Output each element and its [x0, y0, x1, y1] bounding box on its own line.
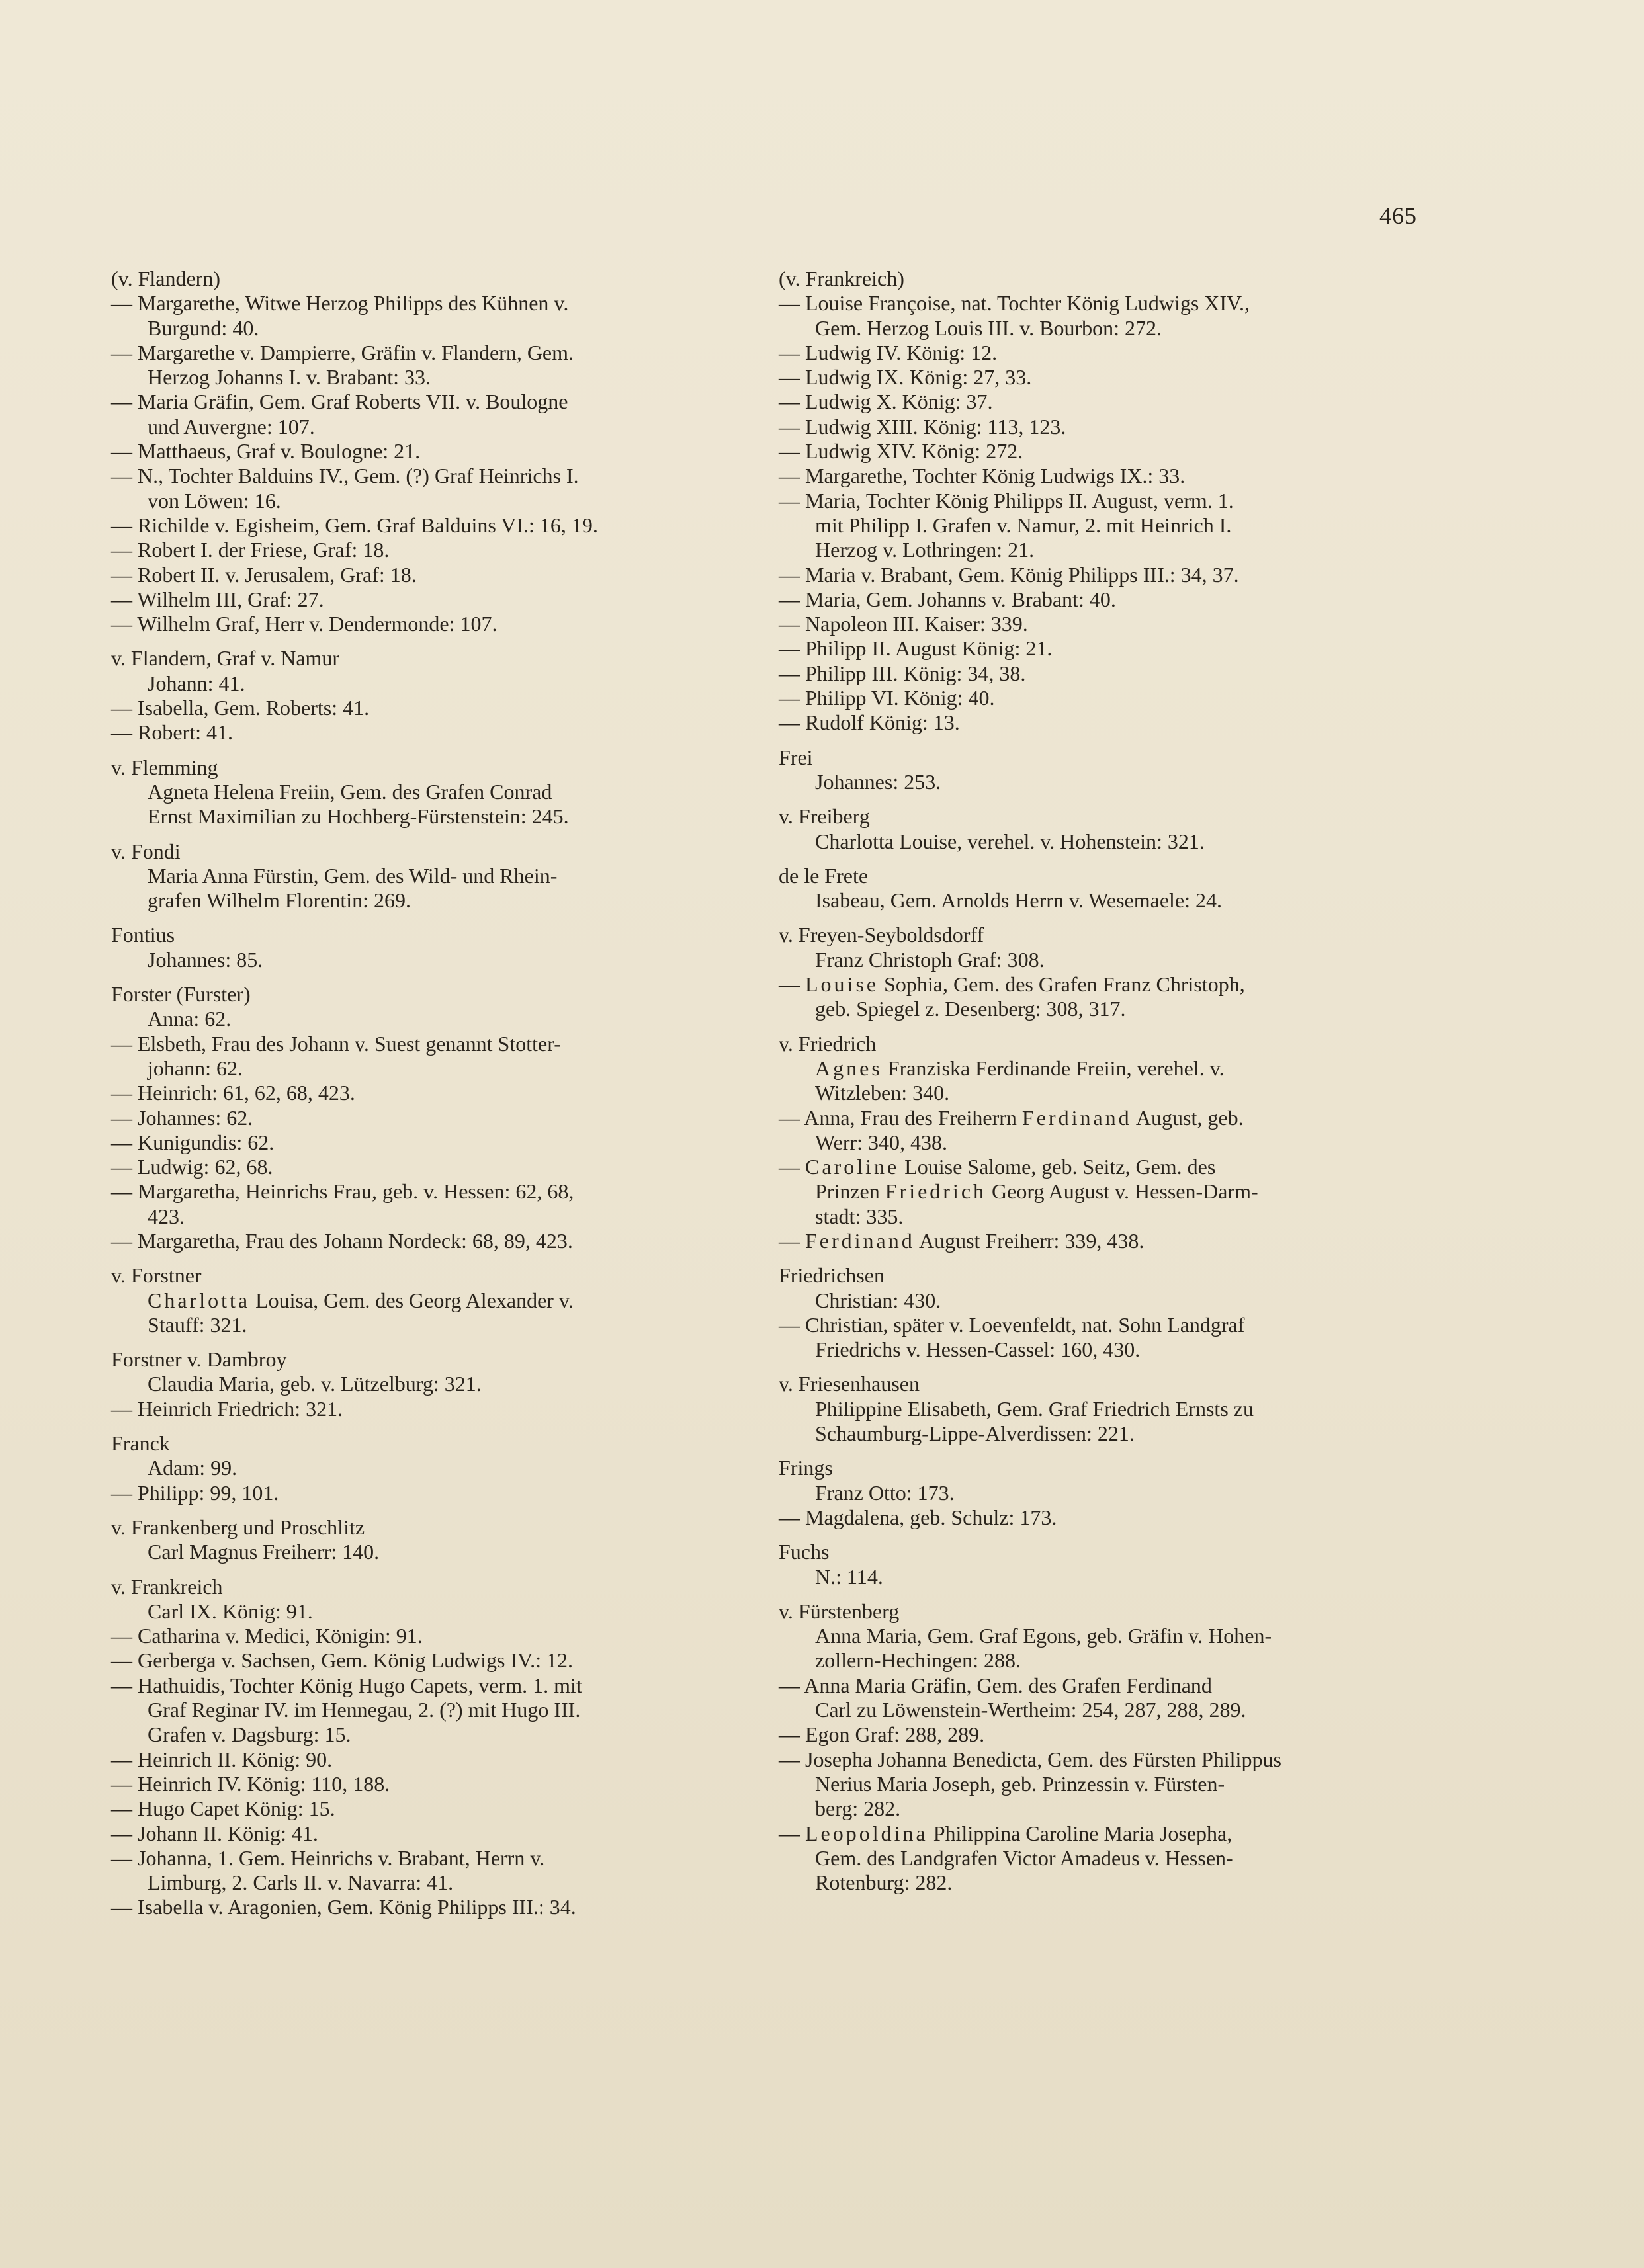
line-text: — Louise Françoise, nat. Tochter König Ludwigs XIV., — [779, 291, 1250, 315]
index-entry — [111, 341, 756, 390]
line-text: v. Flandern, Graf v. Namur — [111, 646, 340, 671]
line-prefix: — Anna, Frau des Freiherrn — [779, 1105, 1022, 1130]
line-text: — Richilde v. Egisheim, Gem. Graf Balduins VI.: 16, 19. — [111, 513, 598, 537]
index-line — [779, 1106, 1430, 1130]
index-entry — [111, 464, 756, 513]
index-line — [779, 415, 1430, 439]
index-line — [111, 464, 756, 488]
index-entry — [111, 1263, 756, 1337]
line-text: v. Frankreich — [111, 1574, 223, 1599]
index-line — [111, 1347, 756, 1372]
index-line — [779, 1648, 1430, 1673]
line-text: von Löwen: 16. — [148, 488, 281, 513]
line-text: v. Fürstenberg — [779, 1599, 900, 1623]
index-line — [779, 390, 1430, 414]
index-line — [779, 267, 1430, 291]
line-text: geb. Spiegel z. Desenberg: 308, 317. — [815, 997, 1126, 1021]
index-line — [111, 888, 756, 913]
index-line — [779, 439, 1430, 464]
index-line — [779, 341, 1430, 365]
index-line — [779, 1698, 1430, 1722]
index-line — [779, 1130, 1430, 1155]
line-text: Louise Salome, geb. Seitz, Gem. des — [899, 1155, 1216, 1179]
index-line — [111, 1155, 756, 1179]
line-text: — Maria, Gem. Johanns v. Brabant: 40. — [779, 587, 1116, 611]
index-line — [111, 267, 756, 291]
line-text: Philippina Caroline Maria Josepha, — [928, 1821, 1233, 1845]
index-line — [779, 513, 1430, 538]
index-line — [779, 612, 1430, 636]
index-line — [111, 1313, 756, 1337]
index-line — [111, 755, 756, 780]
line-text: — Isabella v. Aragonien, Gem. König Philipps III.: 34. — [111, 1895, 576, 1919]
line-text: stadt: 335. — [815, 1204, 904, 1228]
line-text: Carl zu Löwenstein-Wertheim: 254, 287, 288, 289. — [815, 1698, 1246, 1722]
index-line — [779, 888, 1430, 913]
index-line — [111, 1772, 756, 1796]
index-line — [111, 1081, 756, 1105]
index-entry — [779, 1032, 1430, 1254]
index-line — [779, 636, 1430, 661]
index-line — [111, 316, 756, 341]
line-text: August Freiherr: 339, 438. — [914, 1228, 1145, 1253]
index-line — [111, 720, 756, 745]
index-line — [779, 1565, 1430, 1589]
line-text: 423. — [148, 1204, 185, 1228]
line-text: Stauff: 321. — [148, 1312, 247, 1337]
line-text: Charlotta Louise, verehel. v. Hohenstein: 321. — [815, 829, 1205, 853]
index-line — [111, 563, 756, 587]
index-line — [779, 948, 1430, 972]
index-line — [779, 1505, 1430, 1530]
index-line — [111, 1456, 756, 1480]
index-column-left — [111, 267, 756, 1920]
index-entry — [111, 1515, 756, 1565]
index-line — [111, 1575, 756, 1599]
line-text: Anna Maria, Gem. Graf Egons, geb. Gräfin v. Hohen- — [815, 1624, 1272, 1648]
line-text: — Ludwig XIII. König: 113, 123. — [779, 414, 1066, 439]
page-number: 465 — [1379, 202, 1417, 229]
line-text: und Auvergne: 107. — [148, 414, 315, 439]
line-text: — Egon Graf: 288, 289. — [779, 1722, 985, 1747]
line-text: Carl IX. König: 91. — [148, 1599, 313, 1623]
index-line — [111, 1540, 756, 1564]
line-text: v. Freiberg — [779, 804, 870, 829]
line-text: Rotenburg: 282. — [815, 1870, 953, 1895]
line-text: — Kunigundis: 62. — [111, 1130, 275, 1154]
index-line — [111, 1288, 756, 1313]
line-text: johann: 62. — [148, 1056, 243, 1080]
line-text: Schaumburg-Lippe-Alverdissen: 221. — [815, 1421, 1135, 1446]
index-line — [779, 1456, 1430, 1480]
index-line — [779, 770, 1430, 794]
index-line — [779, 661, 1430, 686]
index-line — [111, 1722, 756, 1747]
line-text: Franz Christoph Graf: 308. — [815, 947, 1045, 972]
index-line — [111, 439, 756, 464]
line-text: Ernst Maximilian zu Hochberg-Fürstenstein: 245. — [148, 804, 569, 829]
line-text: grafen Wilhelm Florentin: 269. — [148, 888, 411, 913]
line-text: berg: 282. — [815, 1796, 901, 1821]
line-text: v. Friesenhausen — [779, 1372, 920, 1396]
line-text: — Wilhelm III, Graf: 27. — [111, 587, 324, 611]
index-line — [111, 1895, 756, 1919]
index-line — [779, 972, 1430, 997]
line-text: v. Frankenberg und Proschlitz — [111, 1515, 365, 1539]
line-text: (v. Flandern) — [111, 267, 220, 290]
line-text: Isabeau, Gem. Arnolds Herrn v. Wesemaele: 24. — [815, 888, 1223, 913]
index-line — [779, 1032, 1430, 1056]
index-line — [779, 1313, 1430, 1337]
index-column-right — [779, 267, 1430, 1895]
index-line — [111, 489, 756, 513]
index-line — [779, 316, 1430, 341]
line-text: Forstner v. Dambroy — [111, 1347, 287, 1372]
index-line — [111, 612, 756, 636]
index-entry — [111, 1347, 756, 1421]
index-line — [111, 1263, 756, 1288]
line-text: — Elsbeth, Frau des Johann v. Suest genannt Stotter- — [111, 1031, 561, 1056]
line-text: — Maria v. Brabant, Gem. König Philipps III.: 34, 37. — [779, 562, 1239, 587]
line-text: (v. Frankreich) — [779, 267, 904, 290]
index-line — [111, 1870, 756, 1895]
line-text: Claudia Maria, geb. v. Lützelburg: 321. — [148, 1372, 482, 1396]
spaced-name: Ferdinand — [805, 1228, 915, 1253]
index-line — [111, 1599, 756, 1624]
line-text: — Christian, später v. Loevenfeldt, nat. Sohn Landgraf — [779, 1312, 1245, 1337]
line-text: Graf Reginar IV. im Hennegau, 2. (?) mit Hugo III. — [148, 1698, 581, 1722]
index-line — [779, 1337, 1430, 1362]
index-line — [779, 1481, 1430, 1505]
line-text: Forster (Furster) — [111, 982, 251, 1007]
line-text: — Catharina v. Medici, Königin: 91. — [111, 1624, 423, 1648]
line-text: Franck — [111, 1431, 170, 1456]
index-line — [111, 1515, 756, 1540]
line-text: — Ludwig: 62, 68. — [111, 1155, 273, 1179]
index-line — [779, 464, 1430, 488]
line-text: — Isabella, Gem. Roberts: 41. — [111, 696, 370, 720]
index-entry — [111, 839, 756, 913]
spaced-name: Louise — [805, 972, 879, 997]
line-text: Anna: 62. — [148, 1007, 232, 1031]
line-text: — Maria Gräfin, Gem. Graf Roberts VII. v. Boulogne — [111, 390, 568, 414]
index-line — [779, 563, 1430, 587]
index-line — [111, 1822, 756, 1846]
line-text: — Philipp: 99, 101. — [111, 1480, 279, 1505]
index-entry — [779, 1263, 1430, 1362]
index-line — [779, 1056, 1430, 1081]
index-line — [779, 997, 1430, 1021]
index-line — [111, 1372, 756, 1396]
index-line — [111, 1032, 756, 1056]
index-line — [779, 1796, 1430, 1821]
line-text: v. Fondi — [111, 839, 181, 863]
index-entry — [111, 390, 756, 439]
index-line — [779, 1540, 1430, 1564]
line-text: Agneta Helena Freiin, Gem. des Grafen Conrad — [148, 779, 552, 804]
index-line — [111, 1846, 756, 1870]
line-text: — Matthaeus, Graf v. Boulogne: 21. — [111, 439, 421, 464]
line-text: — Margarethe, Witwe Herzog Philipps des Kühnen v. — [111, 291, 569, 315]
index-line — [779, 1204, 1430, 1229]
line-text: — Robert: 41. — [111, 720, 233, 745]
line-text: Witzleben: 340. — [815, 1081, 950, 1105]
index-line — [111, 1007, 756, 1031]
index-line — [779, 710, 1430, 735]
line-text: v. Friedrich — [779, 1031, 877, 1056]
line-text: — Hathuidis, Tochter König Hugo Capets, verm. 1. mit — [111, 1673, 582, 1697]
index-line — [111, 1397, 756, 1421]
index-line — [779, 1846, 1430, 1870]
index-line — [111, 1747, 756, 1772]
index-line — [111, 1229, 756, 1253]
index-line — [779, 1772, 1430, 1796]
line-text: — Ludwig XIV. König: 272. — [779, 439, 1023, 464]
line-text: Johannes: 85. — [148, 947, 263, 972]
index-line — [111, 365, 756, 390]
line-text: Georg August v. Hessen-Darm- — [986, 1179, 1258, 1204]
line-text: — N., Tochter Balduins IV., Gem. (?) Graf Heinrichs I. — [111, 464, 579, 488]
spaced-name: Ferdinand — [1021, 1105, 1132, 1130]
line-text: v. Flemming — [111, 755, 218, 779]
line-text: Herzog v. Lothringen: 21. — [815, 538, 1035, 562]
line-text: Maria Anna Fürstin, Gem. des Wild- und Rhein- — [148, 863, 558, 888]
line-text: — Johann II. König: 41. — [111, 1821, 318, 1845]
line-text: mit Philipp I. Grafen v. Namur, 2. mit Heinrich I. — [815, 513, 1232, 537]
index-line — [779, 1722, 1430, 1747]
line-prefix: Prinzen — [815, 1179, 885, 1204]
spaced-name: Charlotta — [148, 1288, 251, 1312]
line-text: — Philipp III. König: 34, 38. — [779, 661, 1026, 685]
line-prefix: — — [779, 1821, 805, 1845]
line-prefix: — — [779, 1155, 805, 1179]
index-line — [779, 1263, 1430, 1288]
index-entry — [779, 1540, 1430, 1589]
index-line — [111, 1431, 756, 1456]
line-text: Werr: 340, 438. — [815, 1130, 948, 1154]
index-line — [111, 982, 756, 1007]
line-text: Johann: 41. — [148, 671, 245, 695]
line-text: August, geb. — [1131, 1105, 1244, 1130]
index-line — [111, 839, 756, 864]
spaced-name: Leopoldina — [805, 1821, 928, 1845]
line-text: — Philipp VI. König: 40. — [779, 686, 995, 710]
line-text: Philippine Elisabeth, Gem. Graf Friedrich Ernsts zu — [815, 1396, 1254, 1421]
line-text: — Ludwig X. König: 37. — [779, 390, 993, 414]
line-text: — Anna Maria Gräfin, Gem. des Grafen Ferdinand — [779, 1673, 1212, 1697]
index-entry — [779, 864, 1430, 913]
index-line — [779, 489, 1430, 513]
line-text: N.: 114. — [815, 1564, 883, 1589]
line-text: — Magdalena, geb. Schulz: 173. — [779, 1505, 1057, 1529]
line-text: Gem. Herzog Louis III. v. Bourbon: 272. — [815, 315, 1162, 340]
index-line — [111, 804, 756, 829]
index-line — [111, 538, 756, 562]
index-entry — [779, 1372, 1430, 1446]
line-text: — Heinrich IV. König: 110, 188. — [111, 1771, 390, 1796]
line-text: — Johanna, 1. Gem. Heinrichs v. Brabant, Herrn v. — [111, 1845, 545, 1870]
index-line — [779, 864, 1430, 888]
index-line — [111, 923, 756, 947]
line-text: Louisa, Gem. des Georg Alexander v. — [250, 1288, 574, 1312]
line-text: Herzog Johanns I. v. Brabant: 33. — [148, 365, 431, 390]
line-text: — Rudolf König: 13. — [779, 710, 960, 735]
index-entry — [111, 439, 756, 464]
index-entry — [111, 267, 756, 341]
line-text: Friedrichs v. Hessen-Cassel: 160, 430. — [815, 1337, 1141, 1362]
line-text: — Robert II. v. Jerusalem, Graf: 18. — [111, 562, 417, 587]
index-line — [779, 745, 1430, 770]
index-entry — [111, 1431, 756, 1505]
line-text: v. Freyen-Seyboldsdorff — [779, 923, 984, 947]
index-line — [111, 1179, 756, 1204]
index-line — [111, 1796, 756, 1821]
line-text: Sophia, Gem. des Grafen Franz Christoph, — [879, 972, 1245, 997]
index-line — [111, 1130, 756, 1155]
index-entry — [779, 923, 1430, 1021]
index-line — [779, 686, 1430, 710]
index-entry — [111, 755, 756, 829]
line-text: zollern-Hechingen: 288. — [815, 1648, 1021, 1673]
index-line — [111, 696, 756, 720]
index-line — [779, 1870, 1430, 1895]
spaced-name: Agnes — [815, 1056, 883, 1080]
index-line — [779, 923, 1430, 947]
index-line — [111, 390, 756, 414]
index-line — [111, 948, 756, 972]
line-text: Adam: 99. — [148, 1456, 238, 1480]
line-text: Fuchs — [779, 1540, 830, 1564]
index-line — [111, 1056, 756, 1081]
line-text: — Gerberga v. Sachsen, Gem. König Ludwigs IV.: 12. — [111, 1648, 573, 1673]
index-line — [779, 1822, 1430, 1846]
line-text: — Ludwig IV. König: 12. — [779, 340, 998, 364]
line-text: Franz Otto: 173. — [815, 1480, 955, 1505]
index-line — [779, 1155, 1430, 1179]
line-text: Nerius Maria Joseph, geb. Prinzessin v. Fürsten- — [815, 1771, 1225, 1796]
index-line — [779, 1288, 1430, 1313]
index-line — [111, 1204, 756, 1229]
spaced-name: Caroline — [805, 1155, 900, 1179]
line-text: v. Forstner — [111, 1263, 202, 1288]
line-text: — Robert I. der Friese, Graf: 18. — [111, 538, 390, 562]
line-text: — Margarethe, Tochter König Ludwigs IX.: 33. — [779, 464, 1186, 488]
line-text: Christian: 430. — [815, 1288, 941, 1312]
index-entry — [779, 1456, 1430, 1530]
line-text: Gem. des Landgrafen Victor Amadeus v. Hessen- — [815, 1845, 1233, 1870]
line-text: — Margarethe v. Dampierre, Gräfin v. Flandern, Gem. — [111, 340, 574, 364]
line-text: Frings — [779, 1456, 833, 1480]
line-text: — Philipp II. August König: 21. — [779, 636, 1053, 661]
index-line — [111, 864, 756, 888]
line-text: — Hugo Capet König: 15. — [111, 1796, 335, 1821]
line-text: — Heinrich II. König: 90. — [111, 1747, 333, 1771]
index-entry — [111, 646, 756, 745]
index-line — [111, 415, 756, 439]
index-entry — [779, 1599, 1430, 1896]
index-line — [111, 780, 756, 804]
index-line — [111, 513, 756, 538]
index-line — [111, 671, 756, 696]
index-line — [779, 587, 1430, 612]
index-line — [111, 1673, 756, 1698]
index-line — [779, 829, 1430, 854]
line-text: Limburg, 2. Carls II. v. Navarra: 41. — [148, 1870, 454, 1895]
index-line — [111, 646, 756, 671]
index-line — [779, 1229, 1430, 1253]
index-line — [779, 1179, 1430, 1204]
index-line — [111, 1481, 756, 1505]
index-line — [779, 1081, 1430, 1105]
index-line — [111, 1106, 756, 1130]
index-line — [779, 804, 1430, 829]
line-text: Grafen v. Dagsburg: 15. — [148, 1722, 351, 1747]
line-text: — Wilhelm Graf, Herr v. Dendermonde: 107. — [111, 612, 498, 636]
index-line — [779, 1624, 1430, 1648]
line-text: — Maria, Tochter König Philipps II. August, verm. 1. — [779, 488, 1234, 513]
index-line — [111, 1648, 756, 1673]
line-text: — Heinrich Friedrich: 321. — [111, 1396, 343, 1421]
index-line — [111, 1698, 756, 1722]
line-text: — Heinrich: 61, 62, 68, 423. — [111, 1081, 355, 1105]
line-text: — Margaretha, Heinrichs Frau, geb. v. Hessen: 62, 68, — [111, 1179, 574, 1204]
line-prefix: — — [779, 1228, 805, 1253]
line-text: — Johannes: 62. — [111, 1105, 253, 1130]
index-line — [779, 1747, 1430, 1772]
index-line — [779, 538, 1430, 562]
line-text: Frei — [779, 745, 813, 769]
line-text: — Ludwig IX. König: 27, 33. — [779, 365, 1032, 390]
index-line — [779, 1397, 1430, 1421]
line-text: de le Frete — [779, 863, 869, 888]
line-text: Friedrichsen — [779, 1263, 885, 1288]
index-entry — [111, 982, 756, 1253]
index-entry — [111, 1575, 756, 1920]
line-prefix: — — [779, 972, 805, 997]
index-line — [779, 1372, 1430, 1396]
line-text: Fontius — [111, 923, 175, 947]
index-entry — [779, 804, 1430, 854]
line-text: — Margaretha, Frau des Johann Nordeck: 68, 89, 423. — [111, 1228, 573, 1253]
spaced-name: Friedrich — [885, 1179, 987, 1204]
index-line — [779, 365, 1430, 390]
line-text: — Napoleon III. Kaiser: 339. — [779, 612, 1028, 636]
index-line — [111, 587, 756, 612]
index-entry — [111, 923, 756, 972]
index-line — [779, 291, 1430, 315]
index-line — [111, 291, 756, 315]
line-text: — Josepha Johanna Benedicta, Gem. des Fürsten Philippus — [779, 1747, 1281, 1771]
line-text: Burgund: 40. — [148, 315, 259, 340]
index-line — [779, 1673, 1430, 1698]
index-line — [779, 1421, 1430, 1446]
index-entry — [111, 513, 756, 636]
index-line — [111, 341, 756, 365]
index-entry — [779, 745, 1430, 795]
index-line — [111, 1624, 756, 1648]
index-entry — [779, 267, 1430, 735]
line-text: Johannes: 253. — [815, 769, 941, 794]
index-line — [779, 1599, 1430, 1624]
line-text: Franziska Ferdinande Freiin, verehel. v. — [882, 1056, 1225, 1080]
line-text: Carl Magnus Freiherr: 140. — [148, 1540, 380, 1564]
